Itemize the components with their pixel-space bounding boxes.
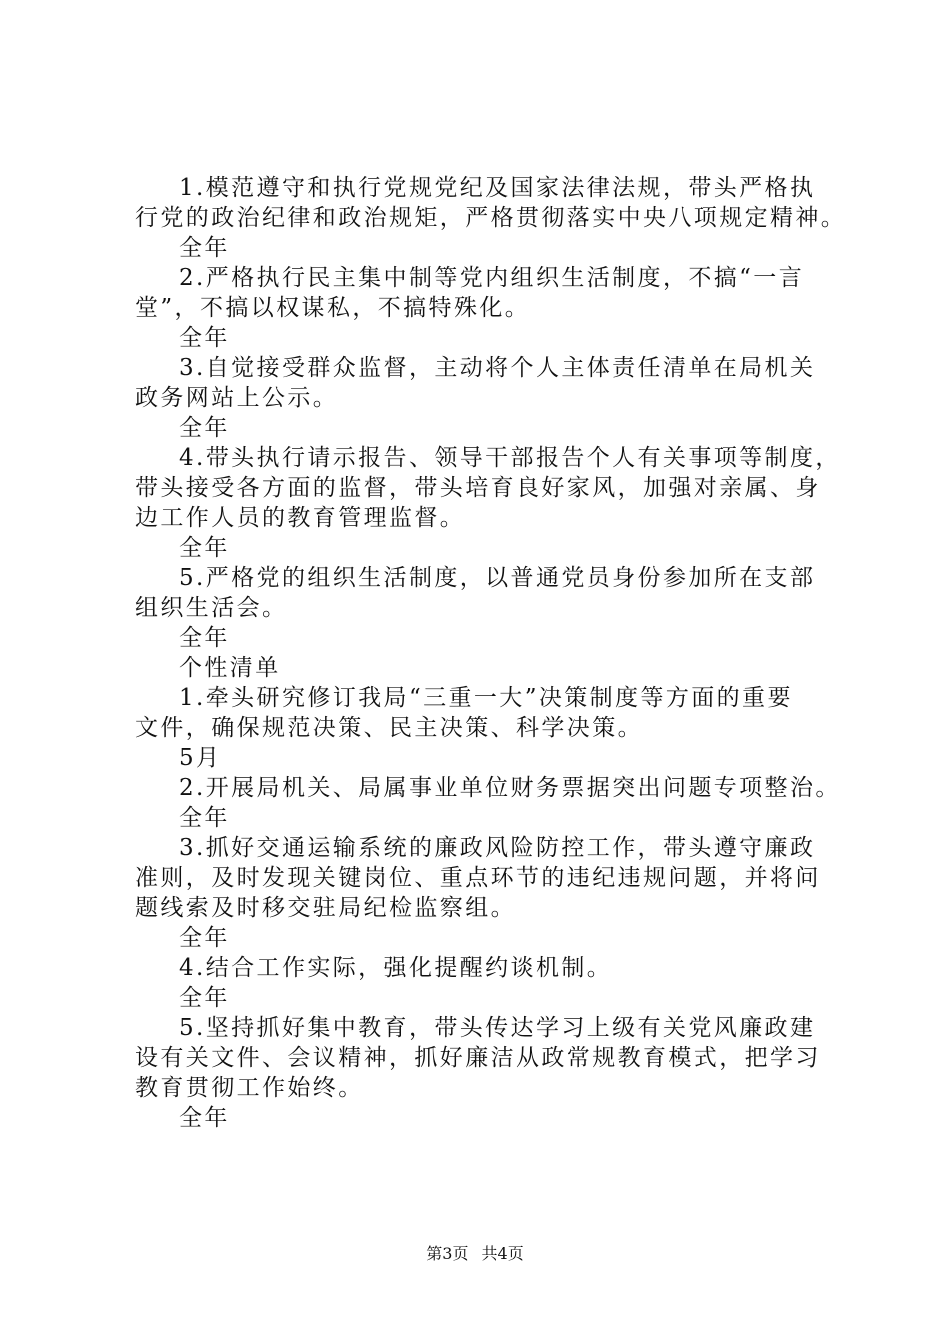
text-line: 全年: [179, 535, 230, 561]
text-line: 行党的政治纪律和政治规矩，严格贯彻落实中央八项规定精神。: [135, 205, 847, 231]
text-line: 全年: [179, 415, 230, 441]
text-line: 2.开展局机关、局属事业单位财务票据突出问题专项整治。: [179, 775, 841, 801]
text-line: 全年: [179, 1105, 230, 1131]
text-line: 3.抓好交通运输系统的廉政风险防控工作，带头遵守廉政: [179, 835, 816, 861]
text-line: 政务网站上公示。: [135, 385, 339, 411]
text-line: 4.结合工作实际，强化提醒约谈机制。: [179, 955, 613, 981]
text-line: 2.严格执行民主集中制等党内组织生活制度，不搞“一言: [179, 265, 805, 291]
text-line: 边工作人员的教育管理监督。: [135, 505, 466, 531]
text-line: 5.严格党的组织生活制度，以普通党员身份参加所在支部: [179, 565, 816, 591]
text-line: 教育贯彻工作始终。: [135, 1075, 364, 1101]
text-line: 个性清单: [179, 655, 281, 681]
text-line: 设有关文件、会议精神，抓好廉洁从政常规教育模式，把学习: [135, 1045, 821, 1071]
text-line: 准则，及时发现关键岗位、重点环节的违纪违规问题，并将问: [135, 865, 821, 891]
text-line: 全年: [179, 925, 230, 951]
text-line: 全年: [179, 805, 230, 831]
text-line: 堂”，不搞以权谋私，不搞特殊化。: [135, 295, 531, 321]
text-line: 全年: [179, 985, 230, 1011]
document-body: [135, 173, 847, 1133]
text-line: 1.牵头研究修订我局“三重一大”决策制度等方面的重要: [179, 685, 793, 711]
text-line: 4.带头执行请示报告、领导干部报告个人有关事项等制度，: [179, 445, 841, 471]
text-line: 全年: [179, 625, 230, 651]
text-line: 组织生活会。: [135, 595, 288, 621]
text-line: 1.模范遵守和执行党规党纪及国家法律法规，带头严格执: [179, 175, 816, 201]
text-line: 3.自觉接受群众监督，主动将个人主体责任清单在局机关: [179, 355, 816, 381]
page-total: 共4页: [481, 1244, 524, 1263]
text-line: 全年: [179, 235, 230, 261]
text-line: 5月: [179, 745, 222, 771]
text-line: 5.坚持抓好集中教育，带头传达学习上级有关党风廉政建: [179, 1015, 816, 1041]
text-line: 文件，确保规范决策、民主决策、科学决策。: [135, 715, 643, 741]
text-line: 题线索及时移交驻局纪检监察组。: [135, 895, 516, 921]
text-line: 带头接受各方面的监督，带头培育良好家风，加强对亲属、身: [135, 475, 821, 501]
page-footer: [0, 1243, 950, 1265]
text-line: 全年: [179, 325, 230, 351]
page-number: 第3页: [426, 1244, 469, 1263]
